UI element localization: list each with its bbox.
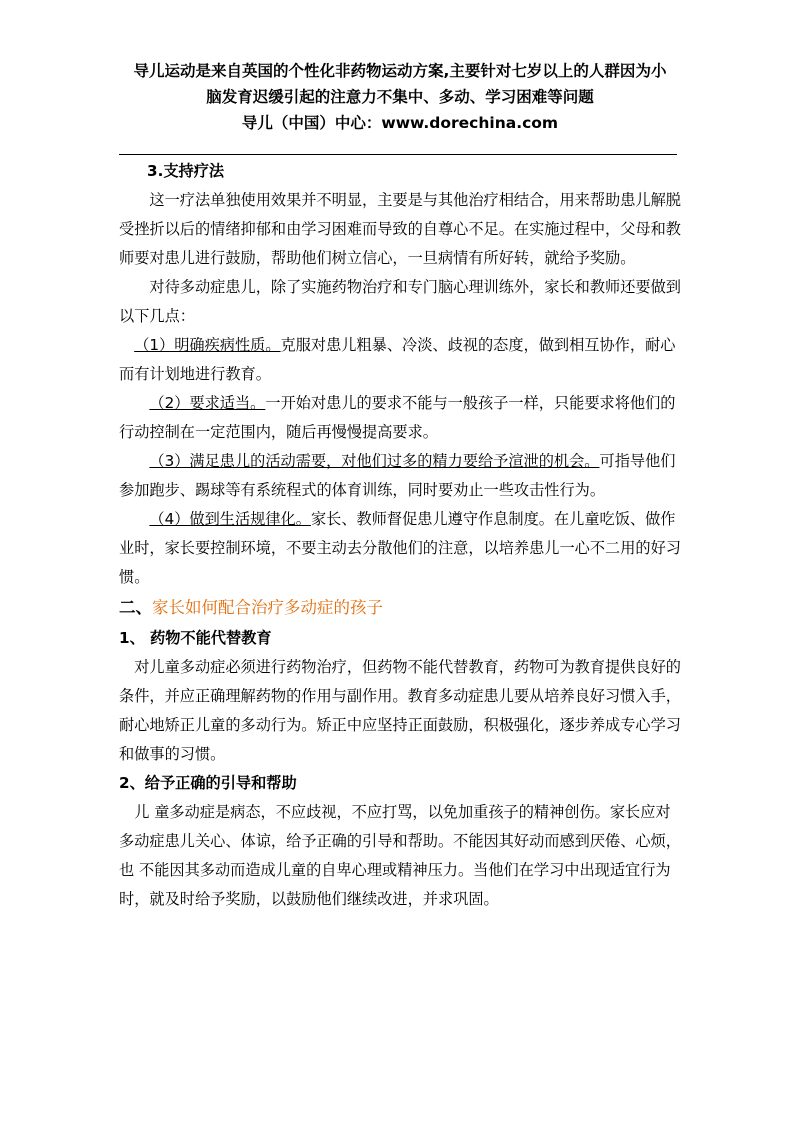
list-item xyxy=(119,447,684,505)
page-header xyxy=(100,58,700,136)
section-heading-support-therapy: 3.支持疗法 xyxy=(147,162,225,180)
header-line-1: 导儿运动是来自英国的个性化非药物运动方案,主要针对七岁以上的人群因为小 xyxy=(133,62,667,80)
paragraph: 对儿童多动症必须进行药物治疗，但药物不能代替教育，药物可为教育提供良好的条件，并应正确理解药物的作用与副作用。教育多动症患儿要从培养良好习惯入手，耐心地矫正儿童的多动行为。矫正中应坚持正面鼓励，积极强化，逐步养成专心学习和做事的习惯。 xyxy=(119,658,681,763)
list-item-text: 克服对患儿粗暴、冷淡、歧视的态度，做到相互协作，耐心而有计划地进行教育。 xyxy=(119,336,676,383)
list-item-text: 一开始对患儿的要求不能与一般孩子一样，只能要求将他们的行动控制在一定范围内，随后再慢慢提高要求。 xyxy=(119,394,676,441)
paragraph: 这一疗法单独使用效果并不明显，主要是与其他治疗相结合，用来帮助患儿解脱受挫折以后的情绪抑郁和由学习困难而导致的自尊心不足。在实施过程中，父母和教师要对患儿进行鼓励，帮助他们树立信心，一旦病情有所好转，就给予奖励。 xyxy=(119,191,681,267)
list-item-text: 可指导他们参加跑步、踢球等有系统程式的体育训练，同时要劝止一些攻击性行为。 xyxy=(119,452,676,499)
section-title-text: 家长如何配合治疗多动症的孩子 xyxy=(152,598,383,617)
subsection-heading: 2、给予正确的引导和帮助 xyxy=(119,774,297,792)
section-title-parents xyxy=(119,592,684,624)
paragraph: 儿 童多动症是病态，不应歧视，不应打骂，以免加重孩子的精神创伤。家长应对多动症患儿关心、体谅，给予正确的引导和帮助。不能因其好动而感到厌倦、心烦，也 不能因其多动而造成儿童的自卑心理或精神压力。当他们在学习中出现适宜行为时，就及时给予奖励，以鼓励他们继续改进，并求巩固。 xyxy=(119,803,681,908)
header-divider xyxy=(119,154,677,155)
list-item-key: （4）做到生活规律化。 xyxy=(149,510,311,528)
list-item-key: （1）明确疾病性质。 xyxy=(134,336,281,354)
list-item xyxy=(119,389,684,447)
header-line-2: 脑发育迟缓引起的注意力不集中、多动、学习困难等问题 xyxy=(206,88,594,106)
list-item-key: （2）要求适当。 xyxy=(149,394,266,412)
list-item-text: 家长、教师督促患儿遵守作息制度。在儿童吃饭、做作业时，家长要控制环境，不要主动去分散他们的注意，以培养患儿一心不二用的好习惯。 xyxy=(119,510,681,586)
header-website: 导儿（中国）中心：www.dorechina.com xyxy=(241,114,559,132)
list-item-key: （3）满足患儿的活动需要，对他们过多的精力要给予渲泄的机会。 xyxy=(149,452,600,470)
document-body xyxy=(119,157,684,914)
list-item xyxy=(119,331,684,389)
list-item xyxy=(119,505,684,592)
paragraph: 对待多动症患儿，除了实施药物治疗和专门脑心理训练外，家长和教师还要做到以下几点： xyxy=(119,278,681,325)
section-number: 二、 xyxy=(119,598,152,617)
subsection-heading: 1、 药物不能代替教育 xyxy=(119,629,272,647)
